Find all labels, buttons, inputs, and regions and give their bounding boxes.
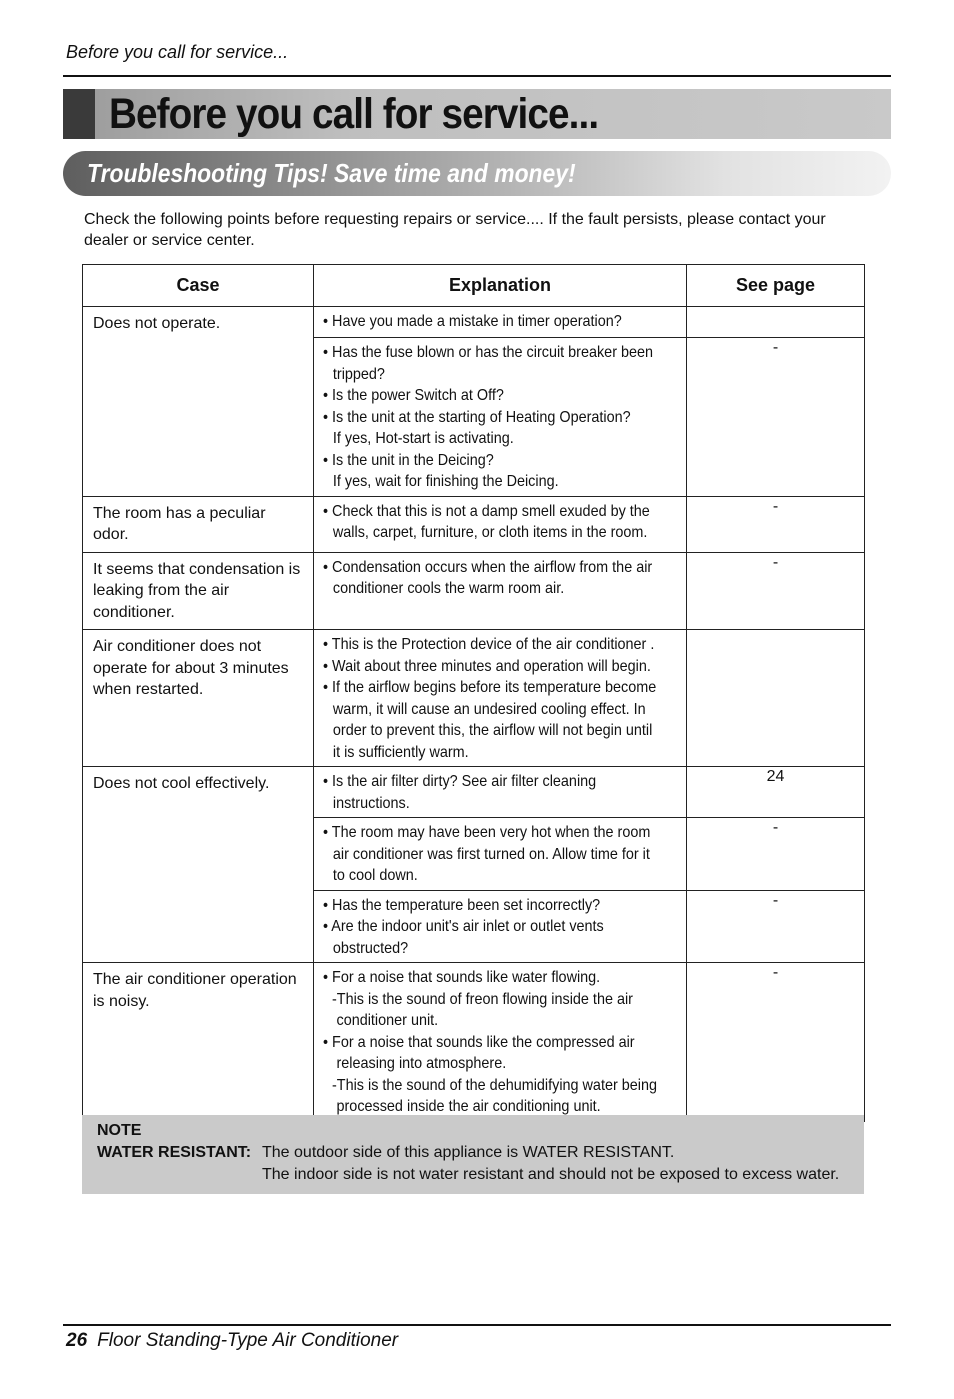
explanation-line: • Is the unit in the Deicing?	[323, 451, 494, 469]
note-line: The outdoor side of this appliance is WATER RESISTANT.	[262, 1144, 675, 1161]
explanation-line: • Check that this is not a damp smell exuded by the	[323, 502, 650, 520]
table-row	[83, 552, 865, 630]
column-header-see-page: See page	[687, 265, 865, 307]
explanation-cell	[314, 338, 687, 497]
top-rule	[63, 75, 891, 77]
troubleshooting-table	[82, 264, 865, 1122]
note-box	[82, 1115, 864, 1194]
explanation-cell	[314, 630, 687, 767]
explanation-line: warm, it will cause an undesired cooling effect. In	[332, 700, 646, 718]
see-page-cell: -	[687, 818, 865, 891]
explanation-line: air conditioner was first turned on. Allow time for it	[332, 845, 650, 863]
explanation-line: • Is the unit at the starting of Heating Operation?	[323, 408, 631, 426]
footer	[66, 1330, 398, 1352]
intro-line: dealer or service center.	[84, 232, 255, 249]
page-subtitle: Troubleshooting Tips! Save time and money!	[87, 158, 576, 188]
note-title: NOTE	[97, 1122, 142, 1139]
bottom-rule	[63, 1324, 891, 1326]
intro-paragraph	[84, 209, 864, 251]
explanation-line: conditioner cools the warm room air.	[332, 580, 565, 597]
explanation-line: tripped?	[332, 365, 385, 383]
see-page-cell: -	[687, 496, 865, 552]
table-row	[83, 496, 865, 552]
case-text-line: operate for about 3 minutes	[93, 659, 289, 677]
explanation-line: If yes, wait for finishing the Deicing.	[332, 473, 559, 490]
table-body	[83, 307, 865, 1122]
case-text-line: conditioner.	[93, 603, 175, 621]
case-cell	[83, 767, 314, 963]
note-label: WATER RESISTANT:	[97, 1144, 252, 1161]
explanation-line: order to prevent this, the airflow will not begin until	[332, 722, 653, 739]
explanation-cell	[314, 818, 687, 891]
note-line: The indoor side is not water resistant and should not be exposed to excess water.	[262, 1166, 840, 1183]
see-page-cell: 24	[687, 767, 865, 818]
explanation-line: -This is the sound of freon flowing inside the air	[332, 990, 633, 1008]
case-cell	[83, 552, 314, 630]
column-header-explanation: Explanation	[314, 265, 687, 307]
explanation-line: walls, carpet, furniture, or cloth items in the room.	[332, 524, 648, 541]
see-page-cell: -	[687, 338, 865, 497]
case-text-line: Does not operate.	[93, 315, 221, 332]
table-header-row	[83, 265, 865, 307]
table-row	[83, 767, 865, 818]
explanation-line: If yes, Hot-start is activating.	[332, 430, 514, 447]
explanation-line: • Has the temperature been set incorrectly?	[323, 896, 601, 914]
explanation-line: processed inside the air conditioning unit.	[336, 1098, 601, 1115]
explanation-line: instructions.	[332, 794, 410, 812]
explanation-line: • Are the indoor unit's air inlet or outlet vents	[323, 918, 604, 935]
see-page-cell: -	[687, 963, 865, 1122]
see-page-cell	[687, 630, 865, 767]
case-cell	[83, 630, 314, 767]
case-cell	[83, 496, 314, 552]
explanation-cell	[314, 963, 687, 1122]
explanation-line: • Has the fuse blown or has the circuit breaker been	[323, 344, 654, 361]
running-head: Before you call for service...	[66, 42, 289, 62]
explanation-cell	[314, 767, 687, 818]
explanation-line: releasing into atmosphere.	[336, 1055, 507, 1072]
explanation-cell	[314, 552, 687, 630]
explanation-line: • Have you made a mistake in timer operation?	[323, 313, 622, 330]
case-text-line: when restarted.	[93, 681, 204, 698]
case-text-line: It seems that condensation is	[93, 560, 301, 578]
case-text-line: odor.	[93, 526, 129, 543]
table-row	[83, 630, 865, 767]
see-page-cell: -	[687, 890, 865, 963]
explanation-line: • For a noise that sounds like water flowing.	[323, 969, 601, 986]
case-text-line: The room has a peculiar	[93, 504, 266, 522]
explanation-cell	[314, 890, 687, 963]
case-cell	[83, 963, 314, 1122]
see-page-cell	[687, 307, 865, 338]
explanation-line: • Is the air filter dirty? See air filter cleaning	[323, 773, 597, 790]
case-cell	[83, 307, 314, 497]
explanation-line: • The room may have been very hot when the room	[323, 824, 651, 841]
footer-title: Floor Standing-Type Air Conditioner	[97, 1330, 399, 1351]
table-row	[83, 963, 865, 1122]
intro-line: Check the following points before requesting repairs or service.... If the fault persists, please contact your	[84, 211, 826, 228]
explanation-line: -This is the sound of the dehumidifying water being	[332, 1076, 657, 1094]
page-number: 26	[66, 1330, 88, 1351]
title-marker-block	[63, 89, 95, 139]
subtitle-bar	[63, 151, 891, 196]
explanation-line: conditioner unit.	[336, 1012, 439, 1029]
explanation-cell	[314, 496, 687, 552]
case-text-line: leaking from the air	[93, 582, 230, 599]
explanation-line: • Wait about three minutes and operation will begin.	[323, 657, 651, 675]
explanation-line: • For a noise that sounds like the compressed air	[323, 1033, 635, 1051]
explanation-line: • If the airflow begins before its temperature become	[323, 679, 657, 696]
case-text-line: Does not cool effectively.	[93, 775, 270, 792]
column-header-case: Case	[83, 265, 314, 307]
case-text-line: is noisy.	[93, 992, 150, 1010]
table-row	[83, 307, 865, 338]
explanation-line: • Condensation occurs when the airflow from the air	[323, 558, 653, 576]
explanation-line: • This is the Protection device of the air conditioner .	[323, 636, 655, 653]
page-title: Before you call for service...	[109, 90, 599, 138]
explanation-line: to cool down.	[332, 867, 418, 884]
title-bar	[63, 89, 891, 139]
case-text-line: Air conditioner does not	[93, 638, 262, 655]
explanation-line: obstructed?	[332, 939, 409, 957]
explanation-line: it is sufficiently warm.	[332, 743, 469, 761]
explanation-line: • Is the power Switch at Off?	[323, 387, 504, 404]
see-page-cell: -	[687, 552, 865, 630]
explanation-cell	[314, 307, 687, 338]
case-text-line: The air conditioner operation	[93, 971, 297, 988]
